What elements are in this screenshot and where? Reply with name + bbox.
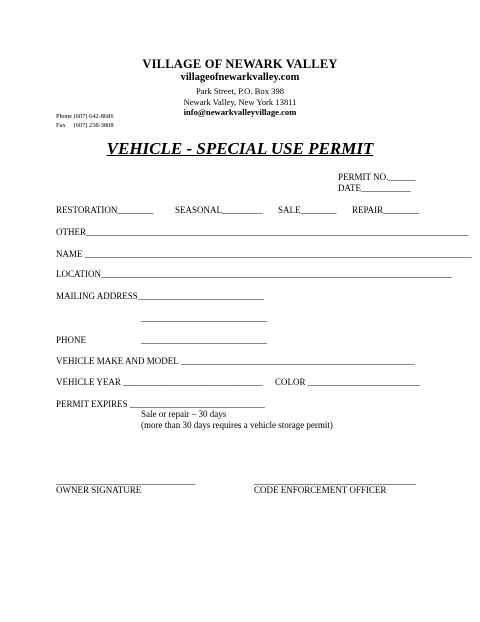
phone-number: Phone (607) 642-8686 [56,113,114,120]
fax-number: Fax (607) 238-3808 [56,122,114,129]
permit-number-field[interactable]: PERMIT NO.______ [338,172,416,182]
code-officer-label: CODE ENFORCEMENT OFFICER [254,485,387,495]
permit-expires-field[interactable]: PERMIT EXPIRES ______________________________ [56,399,265,409]
owner-signature-line[interactable]: _______________________________ [56,476,196,486]
other-field[interactable]: OTHER_____________________________________________________________________________________ [56,227,469,237]
vehicle-year-field[interactable]: VEHICLE YEAR _______________________________ [56,377,263,387]
phone-field[interactable]: ____________________________ [141,335,267,345]
officer-signature-line[interactable]: ____________________________________ [254,476,416,486]
owner-signature-label: OWNER SIGNATURE [56,485,142,495]
village-website: villageofnewarkvalley.com [180,72,300,83]
village-email: info@newarkvalleyvillage.com [183,107,297,117]
make-model-field[interactable]: VEHICLE MAKE AND MODEL ____________________________________________________ [56,356,415,366]
date-field[interactable]: DATE___________ [338,183,411,193]
color-field[interactable]: COLOR _________________________ [275,377,421,387]
permit-note-2: (more than 30 days requires a vehicle storage permit) [141,420,333,430]
mailing-address-line-2[interactable]: ____________________________ [141,313,267,323]
restoration-field[interactable]: RESTORATION________ [56,205,154,215]
name-field[interactable]: NAME ______________________________________________________________________________________ [56,249,472,259]
mailing-address-field[interactable]: MAILING ADDRESS____________________________ [56,291,264,301]
address-line-1: Park Street, P.O. Box 398 [195,86,285,96]
address-line-2: Newark Valley, New York 13811 [183,97,297,107]
form-title: VEHICLE - SPECIAL USE PERMIT [106,139,374,158]
repair-field[interactable]: REPAIR________ [352,205,420,215]
seasonal-field[interactable]: SEASONAL_________ [175,205,263,215]
village-name: VILLAGE OF NEWARK VALLEY [142,57,338,71]
phone-label: PHONE [56,335,87,345]
location-field[interactable]: LOCATION______________________________________________________________________________ [56,269,452,279]
sale-field[interactable]: SALE________ [278,205,337,215]
permit-note-1: Sale or repair – 30 days [141,409,227,419]
